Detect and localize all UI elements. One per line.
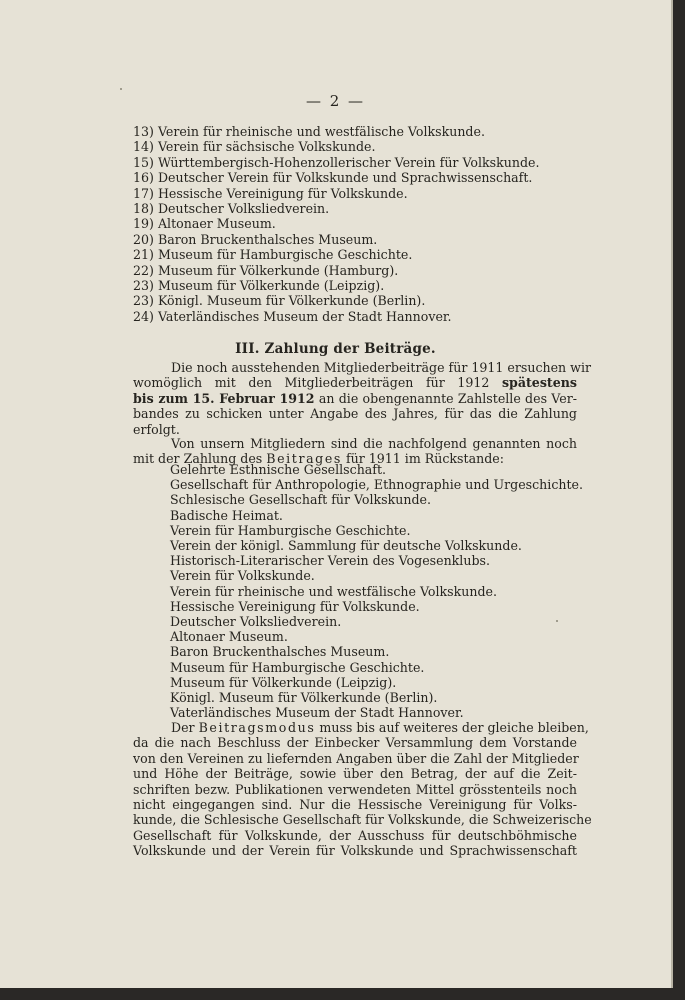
- list-item: Gesellschaft für Anthropologie, Ethnographie und Urgeschichte.: [170, 477, 583, 493]
- list-item: 19) Altonaer Museum.: [133, 216, 276, 232]
- text-line: [133, 391, 577, 406]
- list-item: 13) Verein für rheinische und westfälische Volkskunde.: [133, 124, 485, 139]
- text-segment: Von unsern Mitgliedern sind die nachfolgend genannten noch: [171, 436, 577, 451]
- list-item: Gelehrte Esthnische Gesellschaft.: [170, 462, 387, 477]
- text-segment: schriften bezw. Publikationen verwendeten Mittel grösstenteils noch: [133, 781, 577, 797]
- text-line: [133, 360, 591, 375]
- text-segment: nicht eingegangen sind. Nur die Hessische Vereinigung für Volks-: [133, 797, 577, 813]
- text-segment: Der: [171, 720, 199, 735]
- list-item: Badische Heimat.: [170, 507, 283, 523]
- text-line: [133, 766, 577, 781]
- text-line: [133, 782, 577, 797]
- payment-request-paragraph: [133, 360, 591, 437]
- list-item: Verein für rheinische und westfälische Volkskunde.: [170, 583, 497, 599]
- list-item: 23) Königl. Museum für Völkerkunde (Berlin).: [133, 293, 426, 309]
- deadline-date: bis zum 15. Februar 1912: [133, 390, 315, 406]
- member-list: [133, 124, 539, 324]
- text-line: [133, 812, 592, 828]
- paper-speck: [556, 620, 558, 622]
- list-item: Baron Bruckenthalsches Museum.: [170, 644, 390, 660]
- text-line: [133, 375, 577, 390]
- list-item: Hessische Vereinigung für Volkskunde.: [170, 598, 420, 614]
- text-segment: Die noch ausstehenden Mitgliederbeiträge für 1911 ersuchen wir: [171, 360, 591, 375]
- list-item: 24) Vaterländisches Museum der Stadt Hannover.: [133, 308, 452, 324]
- list-item: Verein für Hamburgische Geschichte.: [170, 522, 411, 538]
- text-line: [133, 751, 577, 766]
- page-number: — 2 —: [305, 92, 366, 110]
- list-item: Verein der königl. Sammlung für deutsche Volkskunde.: [170, 538, 522, 554]
- text-line: [133, 720, 589, 735]
- list-item: Königl. Museum für Völkerkunde (Berlin).: [170, 690, 438, 706]
- text-segment: mit der Zahlung des: [133, 451, 267, 467]
- text-line: [133, 422, 577, 437]
- spaced-term: Beitrages: [266, 451, 342, 467]
- list-item: Historisch-Literarischer Verein des Vogesenklubs.: [170, 553, 490, 569]
- list-item: 16) Deutscher Verein für Volkskunde und Sprachwissenschaft.: [133, 170, 533, 186]
- text-segment: Gesellschaft für Volkskunde, der Ausschuss für deutschböhmische: [133, 827, 577, 843]
- list-item: 18) Deutscher Volksliedverein.: [133, 201, 330, 217]
- text-line: [133, 828, 577, 843]
- text-segment: bandes zu schicken unter Angabe des Jahres, für das die Zahlung: [133, 406, 577, 422]
- list-item: Verein für Volkskunde.: [170, 568, 315, 584]
- text-segment: kunde, die Schlesische Gesellschaft für Volkskunde, die Schweizerische: [133, 812, 592, 828]
- text-segment: und Höhe der Beiträge, sowie über den Betrag, der auf die Zeit-: [133, 766, 577, 782]
- text-segment: muss bis auf weiteres der gleiche bleiben,: [315, 720, 589, 735]
- list-item: Vaterländisches Museum der Stadt Hannover.: [170, 705, 464, 721]
- text-line: [133, 436, 577, 451]
- list-item: Deutscher Volksliedverein.: [170, 614, 342, 630]
- spaced-term: Beitragsmodus: [198, 720, 316, 735]
- list-item: Museum für Völkerkunde (Leipzig).: [170, 674, 397, 690]
- text-segment: von den Vereinen zu liefernden Angaben über die Zahl der Mitglieder: [133, 750, 579, 766]
- section-heading: III. Zahlung der Beiträge.: [235, 341, 436, 357]
- text-segment: erfolgt.: [133, 421, 180, 437]
- deadline-emphasis: spätestens: [501, 375, 577, 391]
- text-line: [133, 797, 577, 812]
- text-line: [133, 735, 577, 750]
- paper-speck: [120, 88, 122, 90]
- text-segment: womöglich mit den Mitgliederbeiträgen für 1912: [133, 375, 502, 391]
- text-segment: da die nach Beschluss der Einbecker Versammlung dem Vorstande: [133, 735, 577, 751]
- list-item: Schlesische Gesellschaft für Volkskunde.: [170, 492, 431, 508]
- text-line: [133, 406, 577, 421]
- arrears-list: [170, 462, 583, 720]
- list-item: 22) Museum für Völkerkunde (Hamburg).: [133, 262, 399, 278]
- list-item: 15) Württembergisch-Hohenzollerischer Verein für Volkskunde.: [133, 154, 540, 170]
- list-item: 17) Hessische Vereinigung für Volkskunde.: [133, 185, 408, 201]
- contribution-mode-paragraph: [133, 720, 592, 859]
- list-item: 14) Verein für sächsische Volkskunde.: [133, 139, 376, 155]
- list-item: 20) Baron Bruckenthalsches Museum.: [133, 231, 378, 247]
- text-segment: Volkskunde und der Verein für Volkskunde und Sprachwissenschaft: [133, 843, 577, 859]
- text-line: [133, 843, 577, 858]
- list-item: Museum für Hamburgische Geschichte.: [170, 659, 425, 675]
- list-item: 21) Museum für Hamburgische Geschichte.: [133, 247, 413, 263]
- text-segment: für 1911 im Rückstande:: [341, 451, 504, 467]
- text-segment: an die obengenannte Zahlstelle des Ver-: [314, 390, 577, 406]
- list-item: 23) Museum für Völkerkunde (Leipzig).: [133, 278, 385, 294]
- list-item: Altonaer Museum.: [170, 629, 288, 645]
